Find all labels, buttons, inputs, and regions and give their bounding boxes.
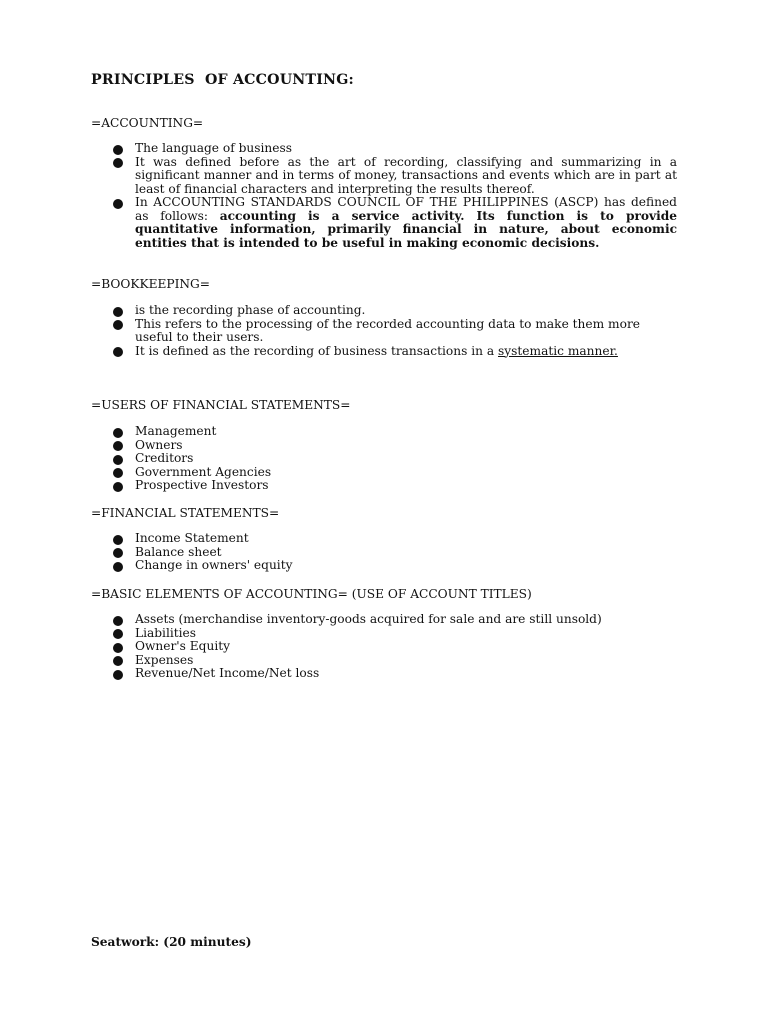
bullet-icon [113,629,123,639]
bullet-icon [113,145,123,155]
section-heading-users: =USERS OF FINANCIAL STATEMENTS= [91,398,351,412]
bullet-icon [113,670,123,680]
bullet-icon [113,656,123,666]
bullet-icon [113,307,123,317]
list-item: Change in owners' equity [0,559,292,573]
section-heading-financial-statements: =FINANCIAL STATEMENTS= [91,506,280,520]
bullet-icon [113,441,123,451]
bullet-icon [113,616,123,626]
bullet-icon [113,643,123,653]
list-item: Prospective Investors [0,479,271,493]
underlined-phrase: systematic manner. [498,343,618,358]
list-item: Owner's Equity [0,640,602,654]
bullet-icon [113,158,123,168]
bullet-icon [113,455,123,465]
section-heading-accounting: =ACCOUNTING= [91,116,204,130]
seatwork-label: Seatwork: (20 minutes) [91,935,252,949]
bullet-icon [113,535,123,545]
list-item: Liabilities [0,627,602,641]
list-item: Revenue/Net Income/Net loss [0,667,602,681]
accounting-list [0,142,677,250]
list-item: Creditors [0,452,271,466]
users-list [0,425,271,493]
list-item: Management [0,425,271,439]
basic-elements-list [0,613,602,681]
list-item: It is defined as the recording of business transactions in a systematic manner. [0,345,655,359]
bullet-icon [113,199,123,209]
list-item: Owners [0,439,271,453]
list-item: Balance sheet [0,546,292,560]
section-heading-bookkeeping: =BOOKKEEPING= [91,277,211,291]
bullet-icon [113,482,123,492]
section-heading-basic-elements: =BASIC ELEMENTS OF ACCOUNTING= (USE OF ACCOUNT TITLES) [91,587,532,601]
page-title: PRINCIPLES OF ACCOUNTING: [91,72,354,88]
bullet-icon [113,548,123,558]
bullet-icon [113,347,123,357]
list-item: Income Statement [0,532,292,546]
list-item: Expenses [0,654,602,668]
list-item [0,196,677,250]
list-item: is the recording phase of accounting. [0,304,655,318]
list-item: Assets (merchandise inventory-goods acquired for sale and are still unsold) [0,613,602,627]
list-item: The language of business [0,142,677,156]
bullet-icon [113,562,123,572]
financial-statements-list [0,532,292,573]
bullet-icon [113,428,123,438]
list-item: This refers to the processing of the recorded accounting data to make them more useful to their users. [0,318,655,345]
list-item: It was defined before as the art of recording, classifying and summarizing in a significant manner and in terms of money, transactions and events which are in part at least of financial characters and interpreting the results thereof. [0,156,677,197]
list-item: Government Agencies [0,466,271,480]
ascp-definition: In ACCOUNTING STANDARDS COUNCIL OF THE PHILIPPINES (ASCP) has defined as follows: accounting is a service activity. Its function is to provide quantitative information, primarily financial in nature, about economic entities that is intended to be useful in making economic decisions. [135,195,677,250]
bullet-icon [113,320,123,330]
bookkeeping-list [0,304,655,358]
bullet-icon [113,468,123,478]
